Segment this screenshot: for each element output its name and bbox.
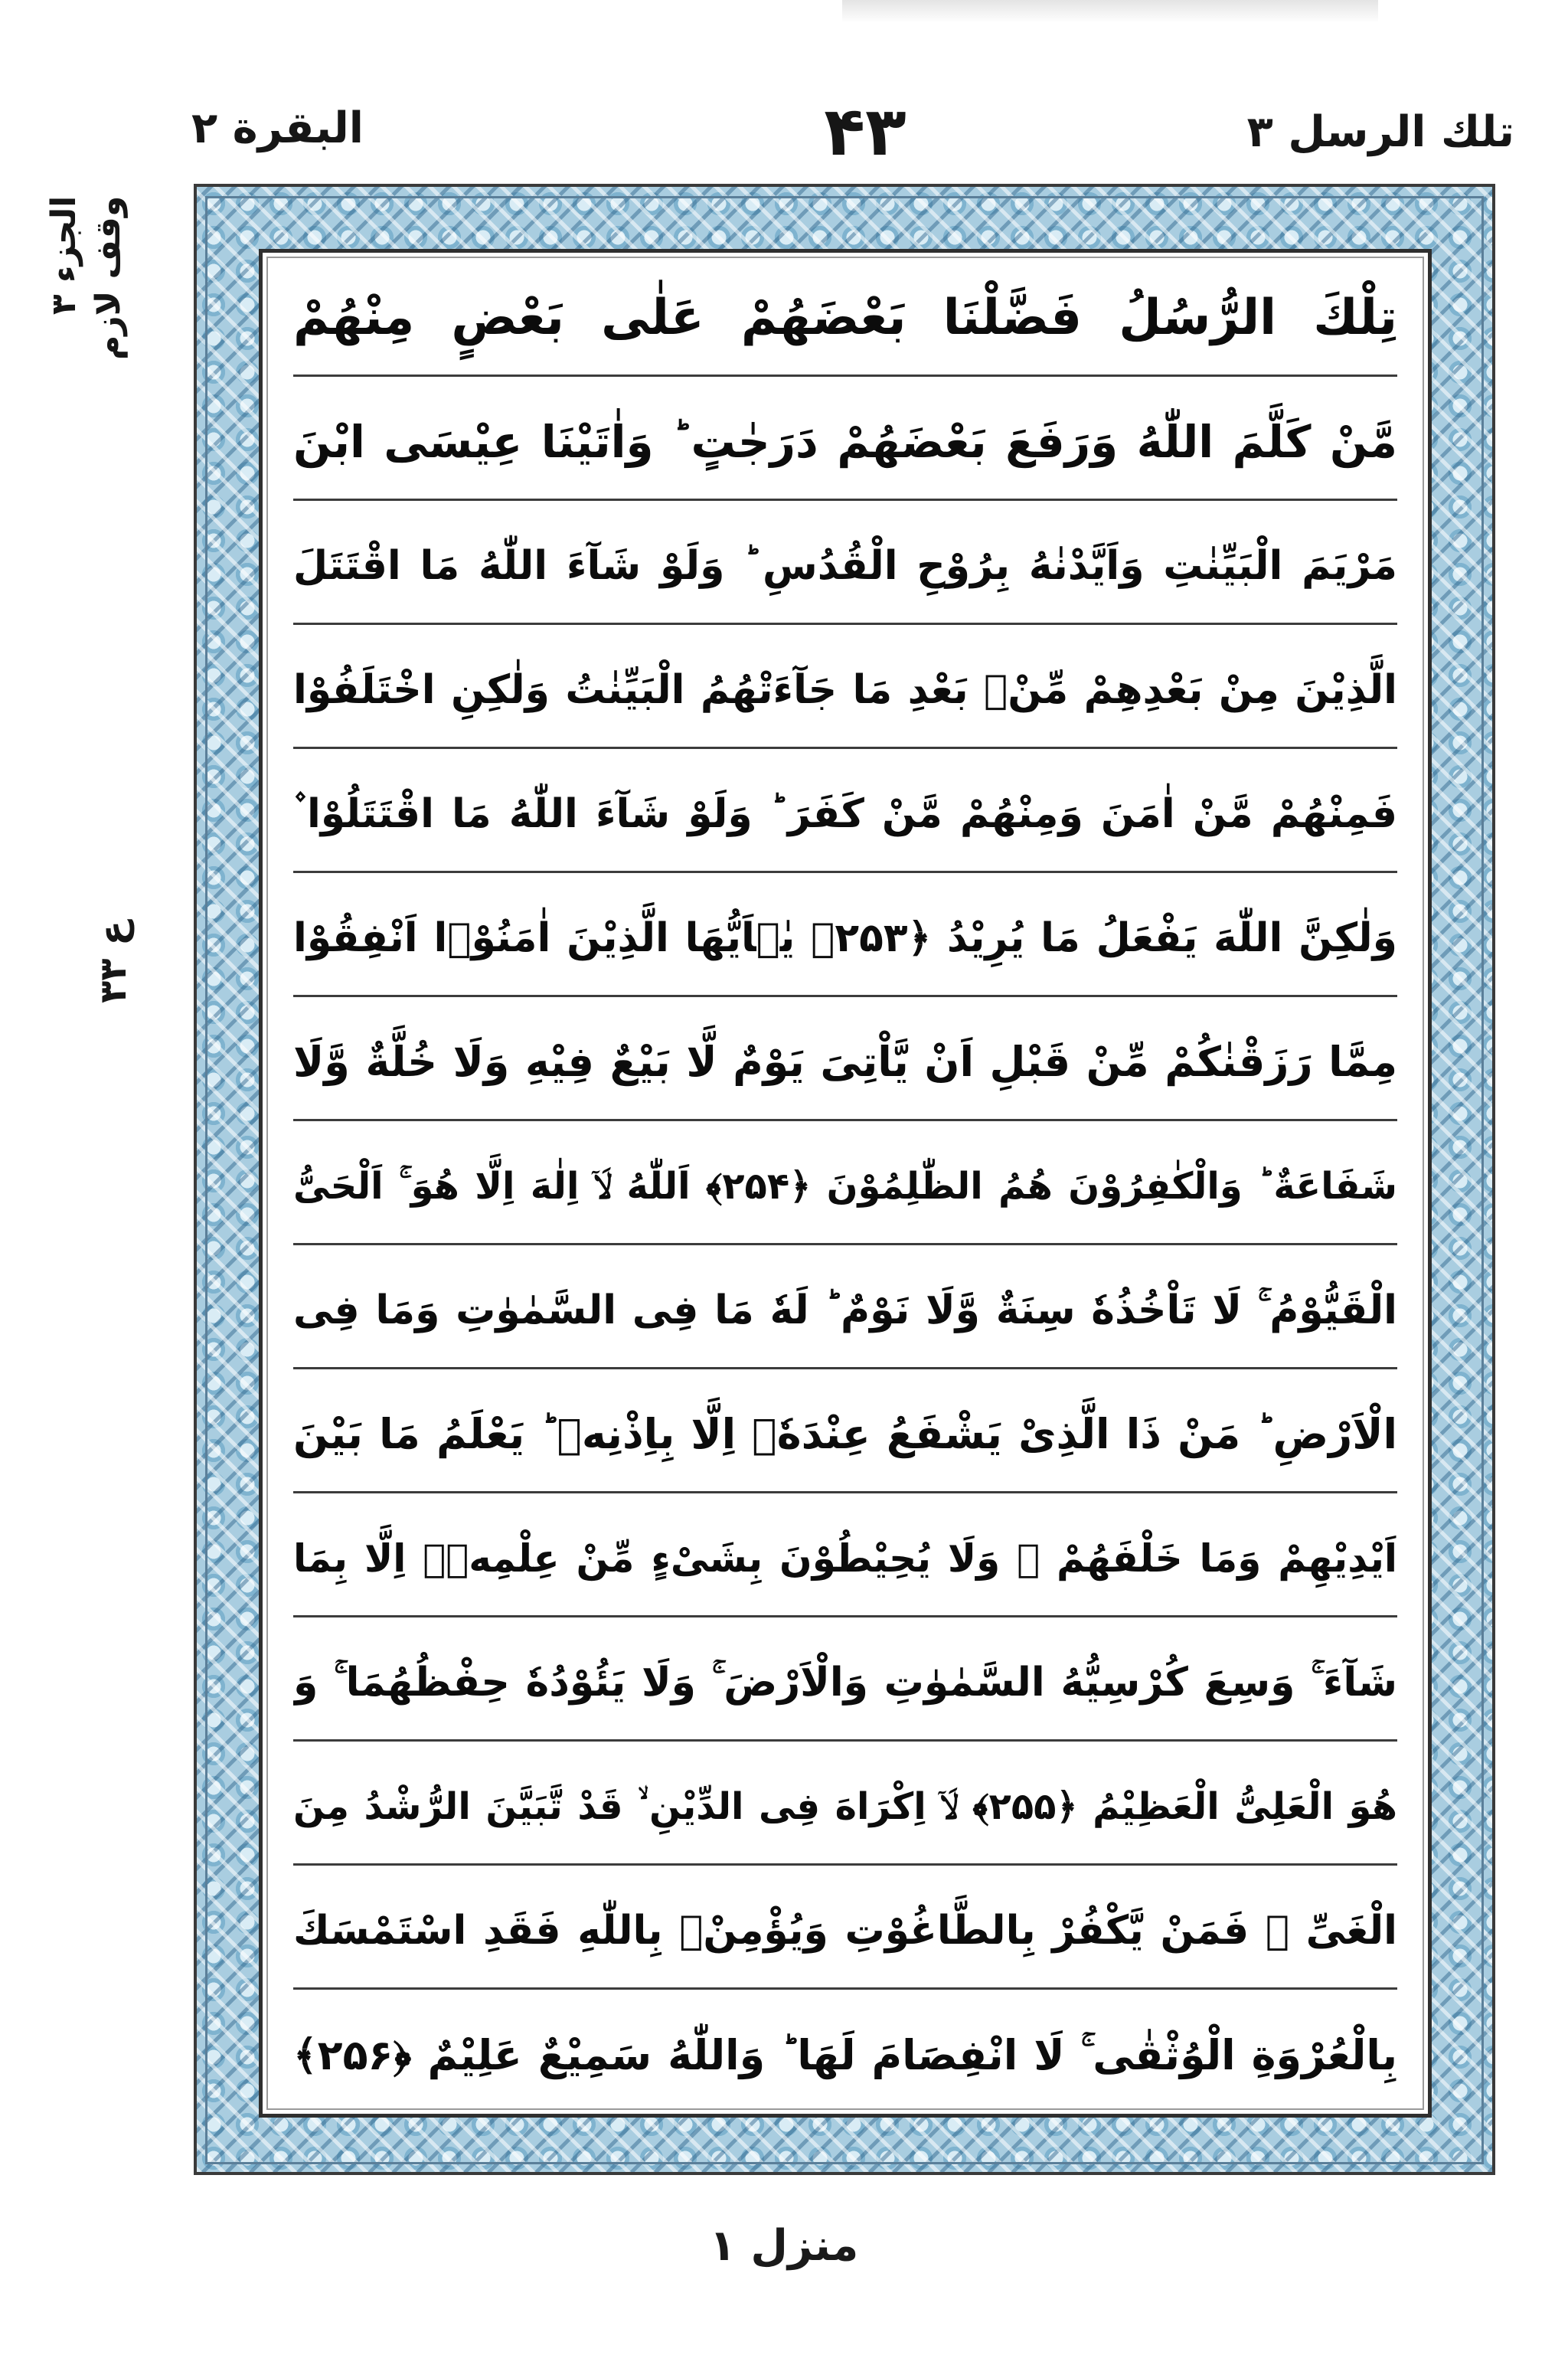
verse-line [293, 757, 1397, 873]
ruku-marker: ع ٣٣ [92, 920, 135, 1003]
juz-label: الجزء ٣ [44, 195, 83, 316]
para-title: تلك الرسل ٣ [1246, 107, 1514, 157]
page-number: ۴۳ [824, 92, 906, 171]
manzil-label: منزل ١ [709, 2221, 859, 2271]
verse-line [293, 1005, 1397, 1121]
verse-line [293, 1501, 1397, 1617]
verse-line [293, 1873, 1397, 1990]
verse-line [293, 260, 1397, 377]
verse-line [293, 1377, 1397, 1493]
verse-line-text: الْقَيُّوْمُ ۚ لَا تَاْخُذُهٗ سِنَةٌ وَّلَا نَوْمٌ ؕ لَهٗ مَا فِى السَّمٰوٰتِ وَمَا فِى [293, 1287, 1397, 1333]
verse-line-text: الَّذِيْنَ مِنْ بَعْدِهِمْ مِّنْۢ بَعْدِ مَا جَآءَتْهُمُ الْبَيِّنٰتُ وَلٰكِنِ اخْتَلَفُوْا [293, 666, 1397, 713]
verse-line [293, 881, 1397, 997]
verse-line-text: وَلٰكِنَّ اللّٰهَ يَفْعَلُ مَا يُرِيْدُ ﴿۲۵۳﴾ يٰۤاَيُّهَا الَّذِيْنَ اٰمَنُوْۤا اَنْفِقُوْا [293, 914, 1397, 961]
verse-line [293, 1129, 1397, 1245]
verse-line [293, 1749, 1397, 1866]
waqf-label: وقف لازم [89, 195, 128, 360]
verse-line [293, 633, 1397, 749]
verse-line-text: الْغَىِّ ۚ فَمَنْ يَّكْفُرْ بِالطَّاغُوْتِ وَيُؤْمِنْۢ بِاللّٰهِ فَقَدِ اسْتَمْسَكَ [293, 1907, 1397, 1954]
verse-line-text: الْاَرْضِ ؕ مَنْ ذَا الَّذِىْ يَشْفَعُ عِنْدَهٗۤ اِلَّا بِاِذْنِهٖ ؕ يَعْلَمُ مَا بَيْنَ [293, 1409, 1397, 1458]
verse-line-text: مِمَّا رَزَقْنٰكُمْ مِّنْ قَبْلِ اَنْ يَّاْتِىَ يَوْمٌ لَّا بَيْعٌ فِيْهِ وَلَا خُلَّةٌ وَّلَا [293, 1037, 1397, 1086]
verse-line [293, 1625, 1397, 1742]
scan-shadow [842, 0, 1378, 23]
verse-line-text: شَآءَ ۚ وَسِعَ كُرْسِيُّهُ السَّمٰوٰتِ وَالْاَرْضَ ۚ وَلَا يَئُوْدُهٗ حِفْظُهُمَا ۚ وَ [293, 1659, 1397, 1706]
verse-line-text: مَرْيَمَ الْبَيِّنٰتِ وَاَيَّدْنٰهُ بِرُوْحِ الْقُدُسِ ؕ وَلَوْ شَآءَ اللّٰهُ مَا اقْتَتَلَ [293, 542, 1397, 589]
verse-line [293, 509, 1397, 625]
verse-line [293, 1253, 1397, 1369]
verse-line-text: مَّنْ كَلَّمَ اللّٰهُ وَرَفَعَ بَعْضَهُمْ دَرَجٰتٍ ؕ وَاٰتَيْنَا عِيْسَى ابْنَ [293, 415, 1397, 468]
surah-title: البقرة ٢ [191, 103, 364, 153]
verse-line-text: فَمِنْهُمْ مَّنْ اٰمَنَ وَمِنْهُمْ مَّنْ كَفَرَ ؕ وَلَوْ شَآءَ اللّٰهُ مَا اقْتَتَلُوْا ۫ [293, 790, 1397, 837]
juz-margin-note [42, 196, 131, 360]
verse-line [293, 1997, 1397, 2114]
verse-line-text: اَيْدِيْهِمْ وَمَا خَلْفَهُمْ ۚ وَلَا يُحِيْطُوْنَ بِشَىْءٍ مِّنْ عِلْمِهٖۤ اِلَّا بِمَا [293, 1536, 1397, 1581]
verse-line-text: بِالْعُرْوَةِ الْوُثْقٰى ۚ لَا انْفِصَامَ لَهَا ؕ وَاللّٰهُ سَمِيْعٌ عَلِيْمٌ ﴿۲۵۶﴾ [293, 2031, 1397, 2079]
verse-line-text: شَفَاعَةٌ ؕ وَالْكٰفِرُوْنَ هُمُ الظّٰلِمُوْنَ ﴿۲۵۴﴾ اَللّٰهُ لَاۤ اِلٰهَ اِلَّا هُوَ ۚ اَلْحَىُّ [293, 1164, 1397, 1208]
verse-line-text: تِلْكَ الرُّسُلُ فَضَّلْنَا بَعْضَهُمْ عَلٰى بَعْضٍ مِنْهُمْ [293, 289, 1397, 346]
verse-line-text: هُوَ الْعَلِىُّ الْعَظِيْمُ ﴿۲۵۵﴾ لَاۤ اِكْرَاهَ فِى الدِّيْنِ ۙ قَدْ تَّبَيَّنَ الرُّشْدُ مِنَ [293, 1784, 1397, 1828]
verse-line [293, 384, 1397, 501]
